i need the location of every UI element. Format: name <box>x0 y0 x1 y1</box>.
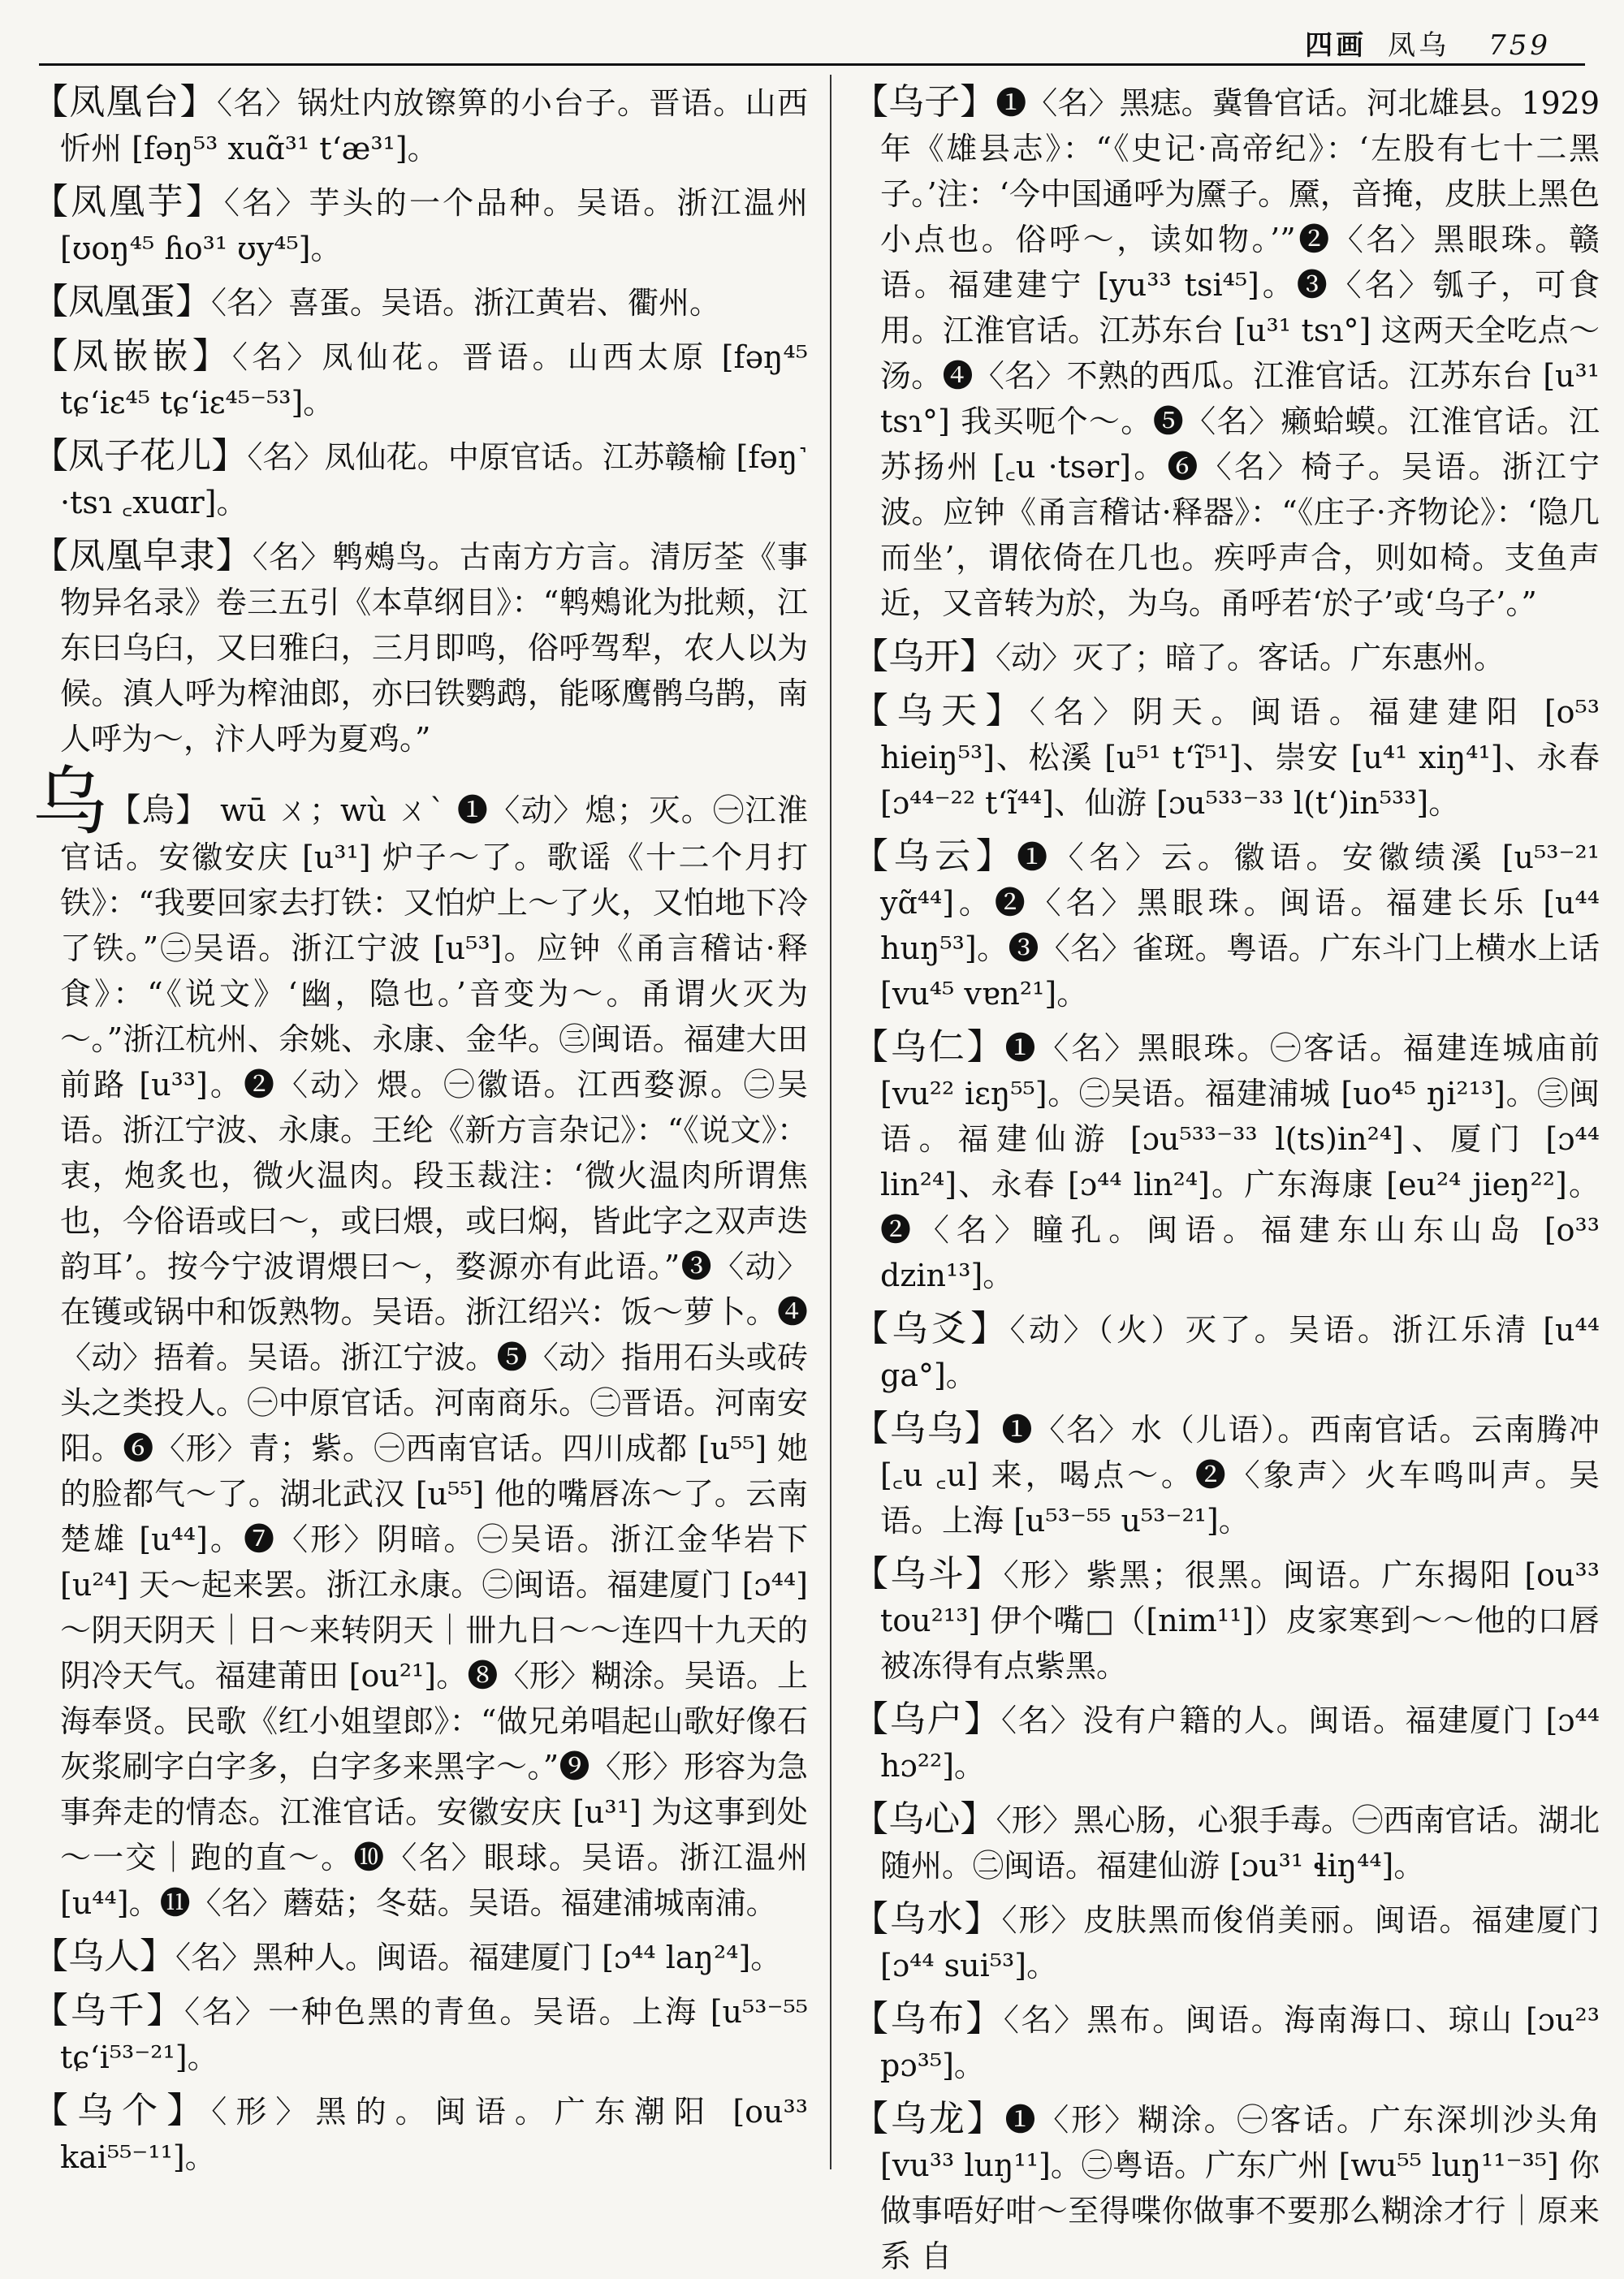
definition: 〈名〉凤仙花。中原官话。江苏赣榆 [fəŋ˺ ·tsɿ ꜀xuɑr]。 <box>60 439 809 520</box>
headword: 【乌龙】 <box>853 2098 1005 2139</box>
headword: 【乌斗】 <box>853 1553 1004 1595</box>
definition: 〈动〉灭了；暗了。客话。广东惠州。 <box>996 640 1505 675</box>
dictionary-entry <box>32 2088 808 2180</box>
headword: 【凤凰芋】 <box>32 181 224 222</box>
dictionary-entry <box>32 334 808 425</box>
headword: 【乌人】 <box>32 1936 175 1977</box>
definition: 〈名〉鹎鵊鸟。古南方方言。清厉荃《事物异名录》卷三五引《本草纲目》：“鹎鵊讹为批颊，江东曰乌臼，又曰雅臼，三月即鸣，俗呼驾犁，农人以为候。滇人呼为榨油郎，亦曰铁鹦鹉，能啄鹰鹘乌鹊，南人呼为～，汴人呼为夏鸡。” <box>60 539 808 757</box>
dictionary-entry <box>853 1406 1600 1543</box>
definition: 〈形〉皮肤黑而俊俏美丽。闽语。福建厦门 [ɔ⁴⁴ sui⁵³]。 <box>880 1902 1600 1983</box>
section-label: 四画 <box>1305 29 1367 62</box>
page-header <box>0 18 1624 67</box>
dictionary-entry <box>853 1996 1600 2088</box>
definition: 〈形〉紫黑；很黑。闽语。广东揭阳 [ou³³ tou²¹³] 伊个嘴□（[nim¹¹]）皮家寒到～～他的口唇被冻得有点紫黑。 <box>880 1557 1600 1684</box>
dictionary-entry <box>853 80 1600 626</box>
dictionary-entry <box>853 1897 1600 1988</box>
left-column <box>32 80 808 2184</box>
dictionary-entry <box>853 1306 1600 1398</box>
headword: 【乌开】 <box>853 636 996 677</box>
column-divider <box>830 75 831 2169</box>
dictionary-entry <box>853 634 1600 680</box>
definition: 〈名〉没有户籍的人。闽语。福建厦门 [ɔ⁴⁴ hɔ²²]。 <box>880 1703 1600 1784</box>
headword: 【凤凰蛋】 <box>32 281 211 322</box>
dictionary-entry <box>32 279 808 326</box>
headword: 【乌水】 <box>853 1898 1002 1940</box>
definition: ❶〈名〉云。徽语。安徽绩溪 [u⁵³⁻²¹ yɑ̃⁴⁴]。❷〈名〉黑眼珠。闽语。福建长乐 [u⁴⁴ huŋ⁵³]。❸〈名〉雀斑。粤语。广东斗门上横水上话 [vu⁴⁵ vɐn²¹]。 <box>880 840 1600 1012</box>
page-number: 759 <box>1488 29 1551 62</box>
dictionary-entry <box>853 1697 1600 1789</box>
definition: 〈名〉黑布。闽语。海南海口、琼山 [ɔu²³ pɔ³⁵]。 <box>880 2002 1600 2083</box>
definition: 〈名〉一种色黑的青鱼。吴语。上海 [u⁵³⁻⁵⁵ tɕʻi⁵³⁻²¹]。 <box>60 1994 809 2075</box>
definition: ❶〈名〉黑痣。冀鲁官话。河北雄县。1929年《雄县志》：“《史记·高帝纪》：‘左股有七十二黑子。’注：‘今中国通呼为黡子。黡，音掩，皮肤上黑色小点也。俗呼～，读如物。’”❷〈名〉黑眼珠。赣语。福建建宁 [yu³³ tsi⁴⁵]。❸〈名〉瓠子，可食用。江淮官话。江苏东台 [u³¹ tsɿ°] 这两天全吃点～汤。❹〈名〉不熟的西瓜。江淮官话。江苏东台 [u³¹ tsɿ°] 我买呃个～。❺〈名〉癞蛤蟆。江淮官话。江苏扬州 [꜀u ·tsər]。❻〈名〉椅子。吴语。浙江宁波。应钟《甬言稽诂·释器》：“《庄子·齐物论》：‘隐几而坐’，谓依倚在几也。疾呼声合，则如椅。支鱼声近，又音转为於，为乌。甬呼若‘於子’或‘乌子’。” <box>880 85 1600 621</box>
definition: 〈名〉喜蛋。吴语。浙江黄岩、衢州。 <box>211 285 721 321</box>
definition: 〈名〉阴天。闽语。福建建阳 [o⁵³ hieiŋ⁵³]、松溪 [u⁵¹ tʻĩ⁵¹]、崇安 [u⁴¹ xiŋ⁴¹]、永春 [ɔ⁴⁴⁻²² tʻĩ⁴⁴]、仙游 [ɔu⁵³³⁻³³ l(tʻ)in⁵³³]。 <box>880 694 1600 821</box>
dictionary-entry <box>853 834 1600 1016</box>
traditional-form: 【烏】 <box>108 792 209 829</box>
definition: ❶〈名〉水（儿语）。西南官话。云南腾冲 [꜀u ꜀u] 来，喝点～。❷〈象声〉火车鸣叫声。吴语。上海 [u⁵³⁻⁵⁵ u⁵³⁻²¹]。 <box>880 1412 1600 1539</box>
main-character: 乌 <box>32 758 109 845</box>
headword: 【乌天】 <box>853 690 1030 732</box>
definition: 〈形〉黑的。闽语。广东潮阳 [ou³³ kai⁵⁵⁻¹¹]。 <box>60 2094 808 2175</box>
definition: 〈名〉凤仙花。晋语。山西太原 [fəŋ⁴⁵ tɕʻiɛ⁴⁵ tɕʻiɛ⁴⁵⁻⁵³]。 <box>60 339 809 421</box>
header-rule <box>39 63 1585 66</box>
running-head <box>1305 23 1551 63</box>
definition: ❶〈形〉糊涂。㊀客话。广东深圳沙头角 [vu³³ luŋ¹¹]。㊁粤语。广东广州 [wu⁵⁵ luŋ¹¹⁻³⁵] 你做事唔好咁～至得喋你做事不要那么糊涂才行｜原来系 自 <box>880 2102 1600 2274</box>
definition: 〈名〉芋头的一个品种。吴语。浙江温州 [ʊoŋ⁴⁵ ɦo³¹ ʊy⁴⁵]。 <box>60 185 808 266</box>
headword: 【乌个】 <box>32 2090 212 2131</box>
headword: 【凤凰皁隶】 <box>32 535 253 576</box>
dictionary-entry <box>853 1552 1600 1689</box>
dictionary-entry <box>32 533 808 762</box>
headword: 【乌千】 <box>32 1990 184 2031</box>
headword: 【乌仁】 <box>853 1026 1005 1068</box>
character-entry <box>32 758 808 1926</box>
definition: ❶〈动〉熄；灭。㊀江淮官话。安徽安庆 [u³¹] 炉子～了。歌谣《十二个月打铁》：“我要回家去打铁：又怕炉上～了火，又怕地下冷了铁。”㊁吴语。浙江宁波 [u⁵³]。应钟《甬言稽诂·释食》：“《说文》‘幽，隐也。’音变为～。甬谓火灭为～。”浙江杭州、余姚、永康、金华。㊂闽语。福建大田前路 [u³³]。❷〈动〉煨。㊀徽语。江西婺源。㊁吴语。浙江宁波、永康。王纶《新方言杂记》：“《说文》：衷，炮炙也，微火温肉。段玉裁注：‘微火温肉所谓焦也，今俗语或曰～，或曰煨，或曰焖，皆此字之双声迭韵耳’。按今宁波谓煨曰～，婺源亦有此语。”❸〈动〉在镬或锅中和饭熟物。吴语。浙江绍兴：饭～萝卜。❹〈动〉捂着。吴语。浙江宁波。❺〈动〉指用石头或砖头之类投人。㊀中原官话。河南商乐。㊁晋语。河南安阳。❻〈形〉青；紫。㊀西南官话。四川成都 [u⁵⁵] 她的脸都气～了。湖北武汉 [u⁵⁵] 他的嘴唇冻～了。云南楚雄 [u⁴⁴]。❼〈形〉阴暗。㊀吴语。浙江金华岩下 [u²⁴] 天～起来罢。浙江永康。㊁闽语。福建厦门 [ɔ⁴⁴]～阴天阴天｜日～来转阴天｜卌九日～～连四十九天的阴冷天气。福建莆田 [ou²¹]。❽〈形〉糊涂。吴语。上海奉贤。民歌《红小姐望郎》：“做兄弟唱起山歌好像石灰浆刷字白字多，白字多来黑字～。”❾〈形〉形容为急事奔走的情态。江淮官话。安徽安庆 [u³¹] 为这事到处～一交｜跑的直～。❿〈名〉眼球。吴语。浙江温州 [u⁴⁴]。⓫〈名〉蘑菇；冬菇。吴语。福建浦城南浦。 <box>60 792 808 1921</box>
section-chars: 凤乌 <box>1388 29 1450 62</box>
dictionary-entry <box>32 1988 808 2080</box>
headword: 【乌户】 <box>853 1698 1001 1740</box>
headword: 【乌子】 <box>853 81 996 123</box>
headword: 【乌爻】 <box>853 1308 1010 1349</box>
headword: 【凤凰台】 <box>32 81 217 123</box>
definition: 〈名〉黑种人。闽语。福建厦门 [ɔ⁴⁴ laŋ²⁴]。 <box>175 1940 782 1975</box>
right-column <box>853 80 1600 2274</box>
pinyin: wū ㄨ；wù ㄨˋ <box>220 792 447 828</box>
definition: 〈形〉黑心肠，心狠手毒。㊀西南官话。湖北随州。㊁闽语。福建仙游 [ɔu³¹ ɬiŋ⁴⁴]。 <box>880 1802 1600 1884</box>
headword: 【乌乌】 <box>853 1408 1002 1449</box>
definition: 〈名〉锅灶内放镲箅的小台子。晋语。山西忻州 [fəŋ⁵³ xuɑ̃³¹ tʻæ³¹]。 <box>60 85 808 166</box>
dictionary-entry <box>32 179 808 271</box>
headword: 【乌云】 <box>853 835 1017 877</box>
headword: 【凤子花儿】 <box>32 435 248 477</box>
definition: 〈动〉（火）灭了。吴语。浙江乐清 [u⁴⁴ ga°]。 <box>880 1312 1600 1393</box>
dictionary-entry <box>853 2096 1600 2279</box>
headword: 【凤嵌嵌】 <box>32 335 232 377</box>
dictionary-entry <box>32 80 808 171</box>
dictionary-entry <box>853 1025 1600 1298</box>
dictionary-entry <box>853 1797 1600 1888</box>
definition: ❶〈名〉黑眼珠。㊀客话。福建连城庙前 [vu²² iɛŋ⁵⁵]。㊁吴语。福建浦城 [uo⁴⁵ ŋi²¹³]。㊂闽语。福建仙游 [ɔu⁵³³⁻³³ l(ts)in²⁴]、厦门 [ɔ⁴⁴ lin²⁴]、永春 [ɔ⁴⁴ lin²⁴]。广东海康 [eu²⁴ jieŋ²²]。❷〈名〉瞳孔。闽语。福建东山东山岛 [o³³ dzin¹³]。 <box>880 1030 1600 1293</box>
headword: 【乌心】 <box>853 1798 996 1840</box>
dictionary-entry <box>32 434 808 525</box>
dictionary-entry <box>853 688 1600 826</box>
dictionary-entry <box>32 1934 808 1980</box>
headword: 【乌布】 <box>853 1998 1004 2039</box>
